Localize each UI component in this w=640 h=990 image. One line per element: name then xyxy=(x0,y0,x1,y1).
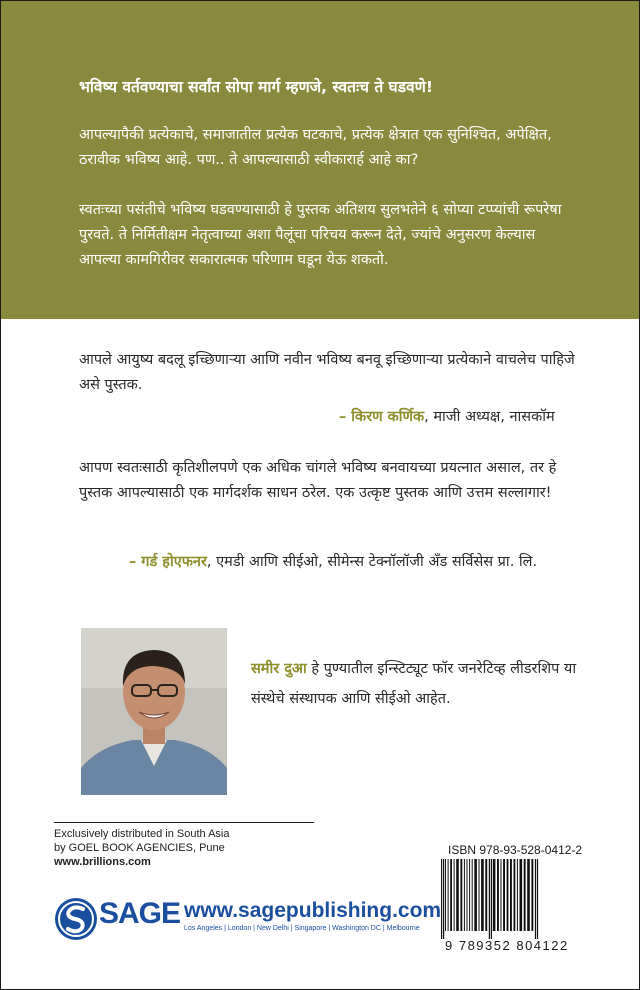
barcode-bar xyxy=(479,859,480,931)
publisher-name: SAGE xyxy=(99,897,181,930)
intro-paragraph-2: स्वतःच्या पसंतीचे भविष्य घडवण्यासाठी हे पुस्तक अतिशय सुलभतेने ६ सोप्या टप्प्यांची रूपरेषा पुरवते. ते निर्मितीक्षम नेतृत्वाच्या अशा पैलूंचा परिचय करून देते, ज्यांचे अनुसरण केल्यास आपल्या कामगिरीवर सकारात्मक परिणाम घडून येऊ शकतो. xyxy=(79,202,562,268)
cover-headline: भविष्य वर्तवण्याचा सर्वांत सोपा मार्ग म्हणजे, स्वतःच ते घडवणे! xyxy=(79,78,433,96)
barcode-bar xyxy=(448,859,449,931)
testimonial-attribution-1 xyxy=(339,406,555,426)
barcode-bar xyxy=(527,859,530,931)
author-name: समीर दुआ xyxy=(251,661,307,677)
distribution-line-1: Exclusively distributed in South Asia xyxy=(54,828,230,840)
testimonial-author-name-1: – किरण कर्णिक xyxy=(339,409,425,425)
barcode-bar xyxy=(520,859,523,931)
distribution-line-2: by GOEL BOOK AGENCIES, Pune xyxy=(54,842,225,854)
barcode-bar xyxy=(531,859,533,931)
author-photo xyxy=(81,628,227,795)
barcode-bar xyxy=(450,859,452,931)
barcode-bar xyxy=(467,859,468,931)
barcode-guard-bar xyxy=(491,859,492,939)
distributor-url: www.brillions.com xyxy=(54,856,151,868)
isbn-label: ISBN 978-93-528-0412-2 xyxy=(448,843,583,857)
publisher-cities: Los Angeles | London | New Delhi | Singapore | Washington DC | Melbourne xyxy=(184,925,420,932)
barcode-bar xyxy=(464,859,465,931)
author-bio-text: हे पुण्यातील इन्स्टिट्यूट फॉर जनरेटिव्ह लीडरशिप या संस्थेचे संस्थापक आणि सीईओ आहेत. xyxy=(251,661,577,707)
barcode-guard-bar xyxy=(441,859,442,939)
isbn-barcode xyxy=(431,859,601,939)
barcode-bar xyxy=(507,859,509,931)
distribution-info xyxy=(54,822,314,869)
barcode-bar xyxy=(469,859,470,931)
testimonial-attribution-2 xyxy=(129,551,537,571)
barcode-bar xyxy=(493,859,496,931)
testimonial-quote-2: आपण स्वतःसाठी कृतिशीलपणे एक अधिक चांगले भविष्य बनवायच्या प्रयत्नात असाल, तर हे पुस्तक आपल्यासाठी एक मार्गदर्शक साधन ठरेल. एक उत्कृष्ट पुस्तक आणि उत्तम सल्लागार! xyxy=(79,460,557,501)
intro-paragraph-1: आपल्यापैकी प्रत्येकाचे, समाजातील प्रत्येक घटकाचे, प्रत्येक क्षेत्रात एक सुनिश्चित, अपेक्षित, ठरावीक भविष्य आहे. पण.. ते आपल्यासाठी स्वीकारार्ह आहे का? xyxy=(79,127,552,168)
barcode-guard-bar xyxy=(489,859,490,939)
barcode-bar xyxy=(474,859,477,931)
barcode-bar xyxy=(524,859,526,931)
testimonial-author-name-2: – गर्ड होएफनर xyxy=(129,554,207,570)
testimonial-author-role-2: , एमडी आणि सीईओ, सीमेन्स टेक्नॉलॉजी अँड सर्विसेस प्रा. लि. xyxy=(206,554,538,570)
barcode-digits: 9 789352 804122 xyxy=(445,938,569,953)
barcode-bar xyxy=(517,859,518,931)
barcode-bar xyxy=(460,859,462,931)
barcode-bar xyxy=(501,859,502,931)
testimonial-quote-1: आपले आयुष्य बदलू इच्छिणाऱ्या आणि नवीन भविष्य बनवू इच्छिणाऱ्या प्रत्येकाने वाचलेच पाहिजे असे पुस्तक. xyxy=(79,352,575,393)
barcode-bar xyxy=(456,859,459,931)
barcode-bar xyxy=(514,859,516,931)
barcode-bar xyxy=(472,859,473,931)
barcode-guard-bar xyxy=(535,859,536,939)
author-bio xyxy=(251,654,581,714)
barcode-bar xyxy=(481,859,484,931)
barcode-bar xyxy=(510,859,512,931)
barcode-guard-bar xyxy=(537,859,538,939)
barcode-bar xyxy=(503,859,505,931)
testimonial-author-role-1: , माजी अध्यक्ष, नासकॉम xyxy=(424,409,555,425)
author-portrait-illustration xyxy=(81,628,227,795)
sage-logo-icon xyxy=(53,896,99,942)
barcode-bar xyxy=(454,859,455,931)
publisher-url: www.sagepublishing.com xyxy=(184,899,442,922)
barcode-bar xyxy=(485,859,487,931)
barcode-bar xyxy=(497,859,499,931)
barcode-bar xyxy=(445,859,446,931)
barcode-guard-bar xyxy=(443,859,444,939)
